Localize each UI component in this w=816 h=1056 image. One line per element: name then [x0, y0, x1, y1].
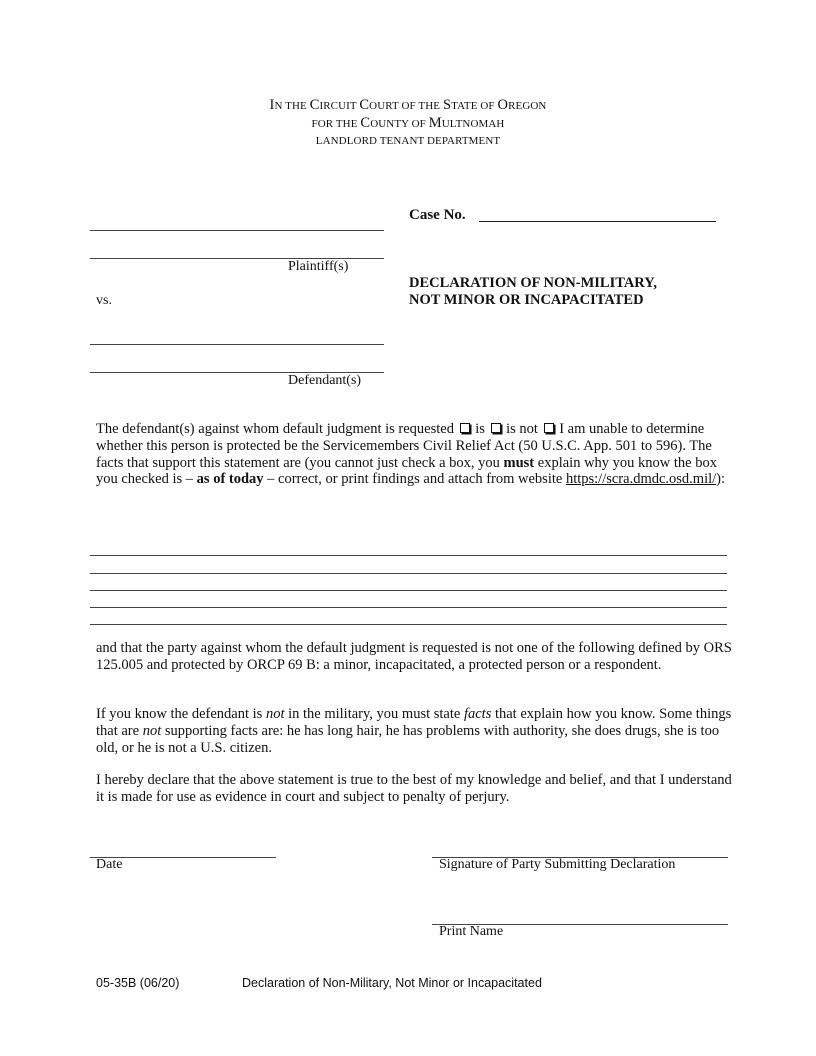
is-protected-checkbox[interactable] [460, 423, 470, 433]
minor-incapacitated-statement: and that the party against whom the default judgment is requested is not one of the following defined by ORS 125.005 and protected by ORCP 69 B: a minor, incapacitated, a protected person or a respondent. [96, 640, 732, 673]
unable-to-determine-checkbox[interactable] [544, 423, 554, 433]
court-name-heading: IN THE CIRCUIT COURT OF THE STATE OF OREGON [269, 97, 547, 113]
print-name-label: Print Name [439, 924, 504, 939]
form-title: DECLARATION OF NON-MILITARY, NOT MINOR OR INCAPACITATED [409, 275, 658, 308]
signature-label: Signature of Party Submitting Declaration [439, 857, 676, 872]
case-number-field[interactable] [479, 221, 716, 222]
defendant-label: Defendant(s) [288, 373, 362, 388]
perjury-declaration: I hereby declare that the above statement is true to the best of my knowledge and belief, and that I understand it is made for use as evidence in court and subject to penalty of perjury. [96, 772, 732, 805]
facts-line-3[interactable] [90, 590, 727, 591]
department-heading: LANDLORD TENANT DEPARTMENT [315, 135, 501, 147]
footer-form-title: Declaration of Non-Military, Not Minor or Incapacitated [242, 976, 542, 990]
county-heading: FOR THE COUNTY OF MULTNOMAH [311, 115, 505, 131]
plaintiff-line-1[interactable] [90, 230, 384, 231]
date-label: Date [96, 857, 123, 872]
scra-website-link[interactable]: https://scra.dmdc.osd.mil/ [565, 471, 717, 488]
versus-label: vs. [96, 293, 112, 308]
military-status-statement: The defendant(s) against whom default judgment is requested is is not I am unable to determine whether this person is protected be the Servicemembers Civil Relief Act (50 U.S.C. App. 501 to 596). The facts that support this statement are (you cannot just check a box, you must explain why you know the box you checked is – as of today – correct, or print findings and attach from website https://scra.dmdc.osd.mil/): [96, 421, 726, 488]
defendant-line-1[interactable] [90, 344, 384, 345]
is-not-protected-checkbox[interactable] [491, 423, 501, 433]
facts-line-1[interactable] [90, 555, 727, 556]
plaintiff-label: Plaintiff(s) [288, 259, 349, 274]
form-number: 05-35B (06/20) [96, 976, 180, 990]
facts-line-5[interactable] [90, 624, 727, 625]
case-number-label: Case No. [409, 207, 466, 223]
facts-instructions: If you know the defendant is not in the military, you must state facts that explain how you know. Some things that are not supporting facts are: he has long hair, he has problems with authority, she does drugs, she is too old, or he is not a U.S. citizen. [96, 706, 732, 756]
facts-line-4[interactable] [90, 607, 727, 608]
facts-line-2[interactable] [90, 573, 727, 574]
